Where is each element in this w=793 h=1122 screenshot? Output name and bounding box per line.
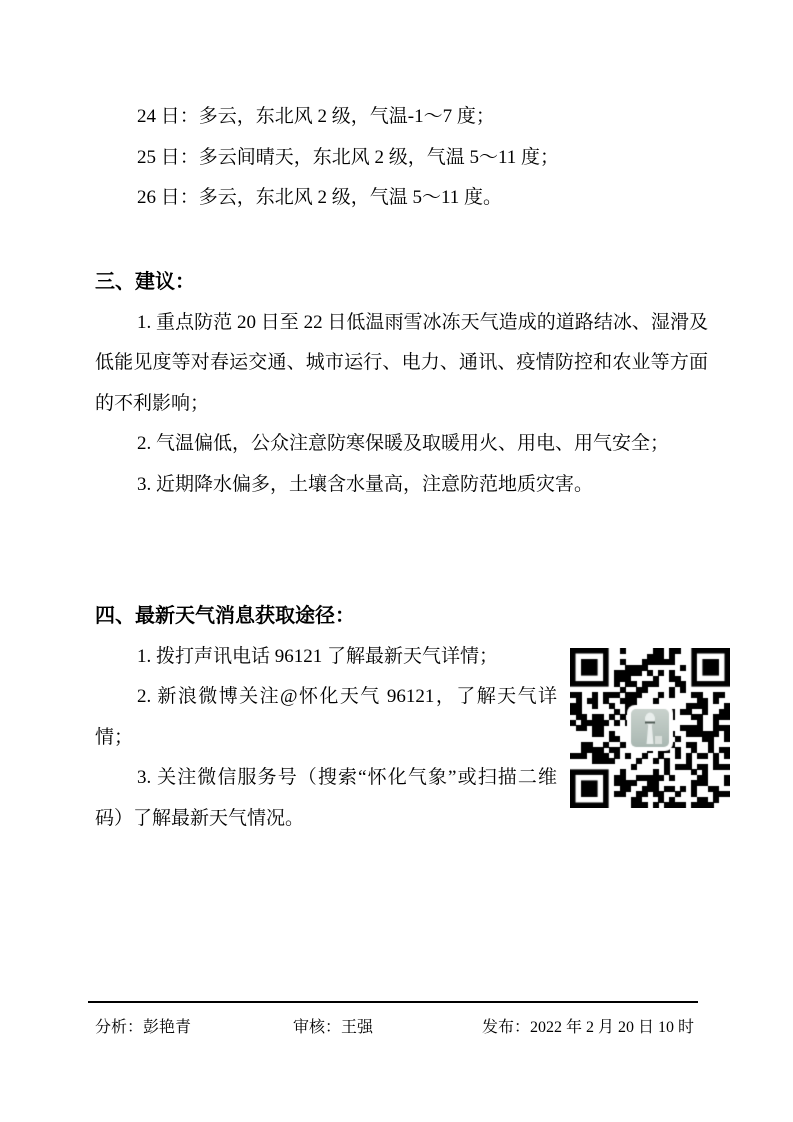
- footer-release-time: 发布：2022 年 2 月 20 日 10 时: [482, 1019, 695, 1036]
- info-channels-heading: 四、最新天气消息获取途径：: [95, 605, 355, 627]
- suggestion-item: 1. 重点防范 20 日至 22 日低温雨雪冰冻天气造成的道路结冰、湿滑及低能见度等对春运交通、城市运行、电力、通讯、疫情防控和农业等方面的不利影响；: [95, 311, 708, 414]
- footer-reviewer: 审核：王强: [293, 1019, 374, 1036]
- suggestions-section: [95, 262, 708, 505]
- info-channel-item: 2. 新浪微博关注@怀化天气 96121，了解天气详情；: [95, 686, 557, 748]
- suggestion-item: 3. 近期降水偏多，土壤含水量高，注意防范地质灾害。: [137, 473, 594, 495]
- wechat-qr-code: [570, 648, 730, 808]
- info-channels-items: [95, 637, 557, 840]
- footer-divider: [88, 1001, 698, 1003]
- info-channel-item: 1. 拨打声讯电话 96121 了解最新天气详情；: [137, 645, 499, 667]
- info-channel-item: 3. 关注微信服务号（搜索“怀化气象”或扫描二维码）了解最新天气情况。: [95, 767, 557, 829]
- forecast-line: 26 日：多云，东北风 2 级，气温 5～11 度。: [137, 187, 503, 208]
- suggestion-item: 2. 气温偏低，公众注意防寒保暖及取暖用火、用电、用气安全；: [137, 433, 670, 454]
- forecast-line: 24 日：多云，东北风 2 级，气温-1～7 度；: [137, 106, 495, 127]
- footer: [0, 1012, 793, 1044]
- forecast-line: 25 日：多云间晴天，东北风 2 级，气温 5～11 度；: [137, 146, 560, 168]
- forecast-section: [95, 97, 707, 219]
- footer-analyst: 分析：彭艳青: [95, 1019, 192, 1036]
- suggestions-heading: 三、建议：: [95, 271, 195, 293]
